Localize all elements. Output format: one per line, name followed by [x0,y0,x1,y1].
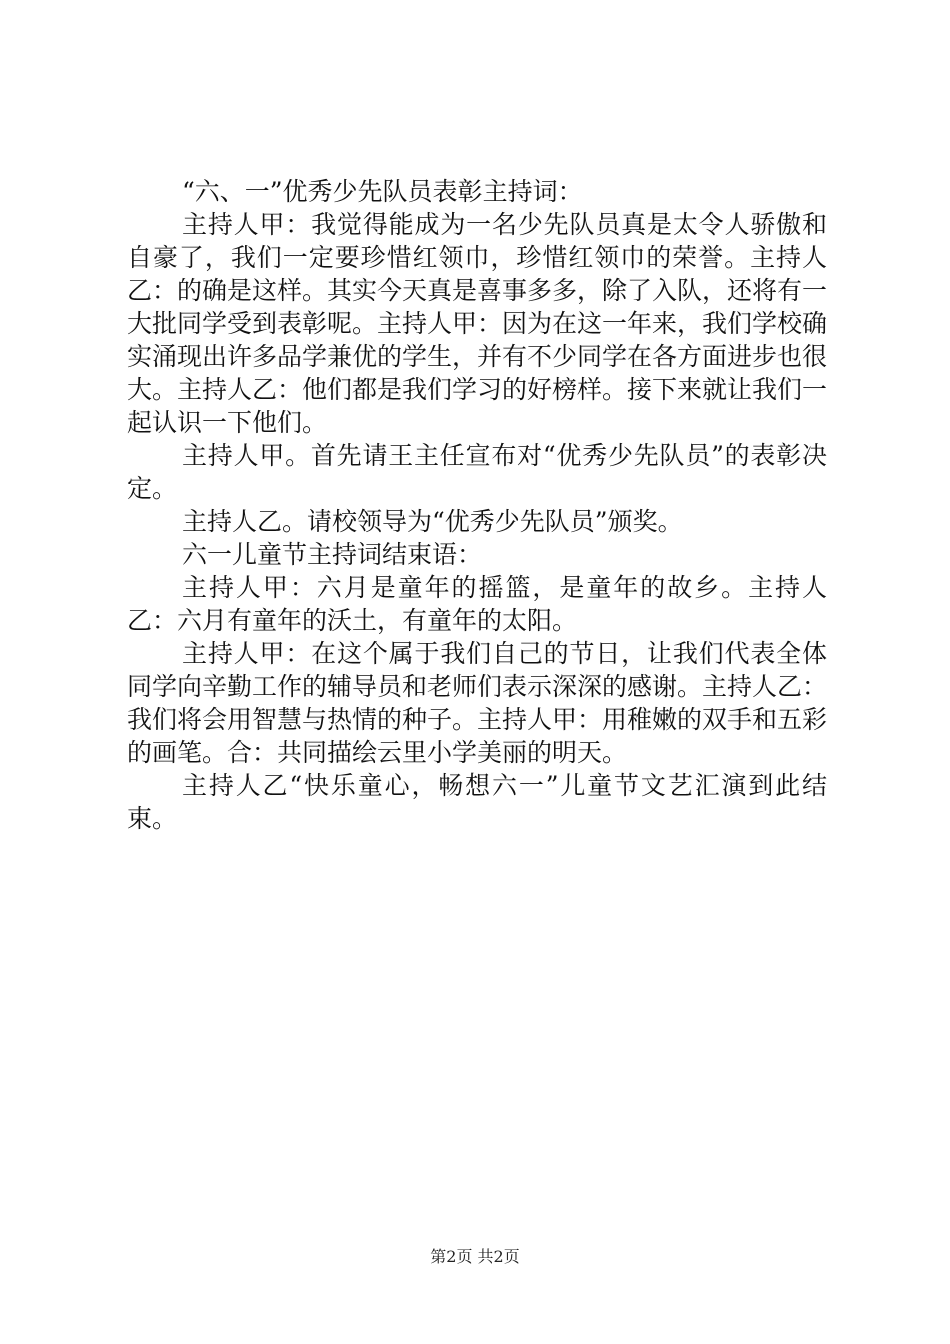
page-footer: 第2页 共2页 [430,1247,520,1266]
section-heading-paragraph: 六一儿童节主持词结束语： [182,540,483,569]
body-paragraph: 主持人乙。请校领导为“优秀少先队员”颁奖。 [182,507,683,536]
document-body [127,175,827,835]
body-paragraph: 主持人甲：六月是童年的摇篮，是童年的故乡。主持人乙：六月有童年的沃土，有童年的太阳。 [127,573,827,635]
body-paragraph: 主持人甲：我觉得能成为一名少先队员真是太令人骄傲和自豪了，我们一定要珍惜红领巾，珍惜红领巾的荣誉。主持人乙：的确是这样。其实今天真是喜事多多，除了入队，还将有一大批同学受到表彰呢。主持人甲：因为在这一年来，我们学校确实涌现出许多品学兼优的学生，并有不少同学在各方面进步也很大。主持人乙：他们都是我们学习的好榜样。接下来就让我们一起认识一下他们。 [127,210,828,437]
body-paragraph: 主持人乙“快乐童心，畅想六一”儿童节文艺汇演到此结束。 [127,771,827,833]
body-paragraph: 主持人甲。首先请王主任宣布对“优秀少先队员”的表彰决定。 [127,441,827,503]
heading-paragraph: “六、一”优秀少先队员表彰主持词： [182,177,583,206]
body-paragraph: 主持人甲：在这个属于我们自己的节日，让我们代表全体同学向辛勤工作的辅导员和老师们表示深深的感谢。主持人乙：我们将会用智慧与热情的种子。主持人甲：用稚嫩的双手和五彩的画笔。合：共同描绘云里小学美丽的明天。 [127,639,828,767]
